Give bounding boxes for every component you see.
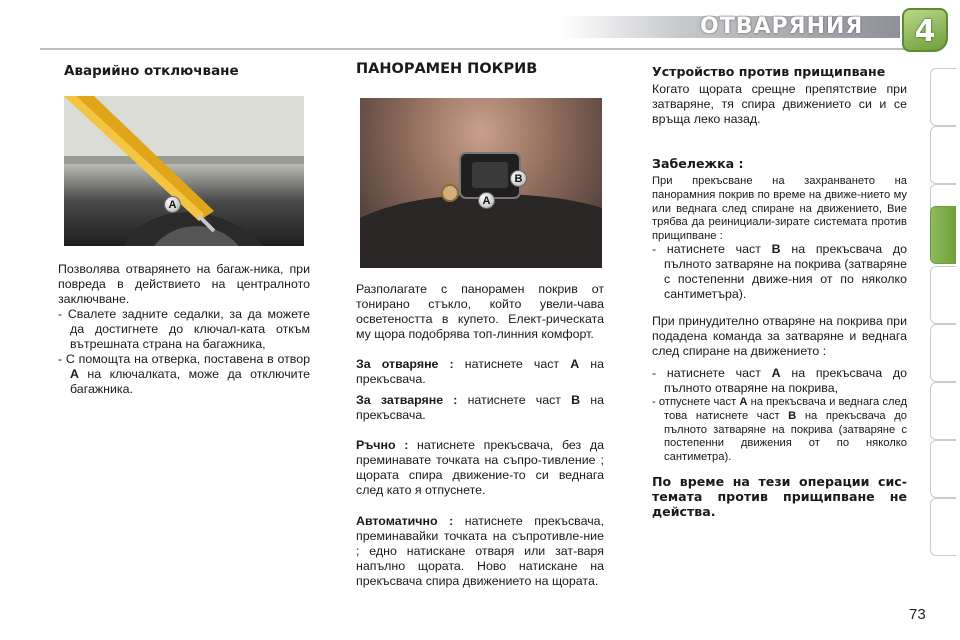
forced-step-2-text-c: на прекъсвача до пълното затваряне на покрива (затваряне с постепенни движения от по няколко сантиметра). <box>664 409 907 464</box>
photo-label-b: B <box>510 170 527 187</box>
roof-close-instruction <box>356 393 604 423</box>
open-text-b: на прекъсвача. <box>356 357 604 386</box>
close-text-a: натиснете част <box>457 393 572 407</box>
reinit-step <box>652 242 907 302</box>
forced-step-1-part: A <box>771 366 781 380</box>
note-heading: Забележка : <box>652 156 744 171</box>
emergency-unlock-text <box>58 262 310 397</box>
forced-step-1-text-a: - натиснете част <box>652 366 772 380</box>
panoramic-roof-text <box>356 282 604 589</box>
forced-open-steps <box>652 366 907 465</box>
step-2-part: A <box>70 367 79 381</box>
chapter-tab-7[interactable] <box>930 382 956 440</box>
reinit-step-b <box>652 242 907 302</box>
reinit-text-a: - натиснете част <box>652 242 772 256</box>
chapter-badge <box>902 8 948 52</box>
forced-step-1 <box>652 366 907 396</box>
photo-label-a: A <box>164 196 181 213</box>
reinit-part-b: B <box>771 242 781 256</box>
roof-manual-mode <box>356 438 604 498</box>
page-number: 73 <box>909 606 926 623</box>
forced-step-2-part-a: A <box>739 396 748 408</box>
open-label: За отваряне : <box>356 357 454 371</box>
anti-pinch-warning: По време на тези операции сис-темата против прищипване не действа. <box>652 474 907 519</box>
step-2-text-b: на ключалката, може да отключите багажника. <box>70 367 310 396</box>
anti-pinch-intro: Когато щората срещне препятствие при затваряне, тя спира движението си и се връща леко назад. <box>652 82 907 126</box>
step-2-text-a: - С помощта на отверка, поставена в отвор <box>58 352 310 366</box>
reinit-text-b: на прекъсвача до пълното затваряне на покрива (затваряне с постепенни движе-ния от по няколко сантиметъра). <box>664 242 907 301</box>
emergency-unlock-heading: Аварийно отключване <box>64 63 239 79</box>
roof-auto-mode <box>356 514 604 589</box>
open-part: A <box>570 357 580 371</box>
roof-switch-photo <box>360 98 602 268</box>
panoramic-roof-heading: ПАНОРАМЕН ПОКРИВ <box>356 61 538 77</box>
page-header <box>0 0 960 52</box>
open-text-a: натиснете част <box>453 357 571 371</box>
emergency-intro: Позволява отварянето на багаж-ника, при повреда в действието на централното заключване. <box>58 262 310 306</box>
close-label: За затваряне : <box>356 393 458 407</box>
forced-open-text: При принудително отваряне на покрива при подадена команда за затваряне и веднага след спиране на движението : <box>652 314 907 358</box>
header-divider <box>40 48 920 50</box>
anti-pinch-heading: Устройство против прищипване <box>652 64 886 79</box>
close-text-b: на прекъсвача. <box>356 393 604 422</box>
roof-switch-illustration <box>360 98 602 268</box>
photo-label-a: A <box>478 192 495 209</box>
chapter-number: 4 <box>914 14 936 49</box>
forced-step-2-text-a: - отпуснете част <box>652 396 740 408</box>
roof-open-instruction <box>356 357 604 387</box>
manual-label: Ръчно : <box>356 438 409 452</box>
emergency-step-1: - Свалете задните седалки, за да можете да достигнете до ключал-ката откъм вътрешната страна на багажника, <box>58 307 310 351</box>
screwdriver-lock-photo <box>64 96 304 246</box>
close-part: B <box>571 393 581 407</box>
chapter-tab-5[interactable] <box>930 266 956 324</box>
auto-label: Автоматично : <box>356 514 454 528</box>
forced-step-2-part-b: B <box>788 409 797 422</box>
emergency-step-2 <box>58 352 310 397</box>
chapter-tab-8[interactable] <box>930 440 956 498</box>
forced-step-2 <box>652 396 907 465</box>
roof-intro: Разполагате с панорамен покрив от тонирано стъкло, който увели-чава осветеността в купето. Елект-рическата му щора подобрява топ-линния комфорт. <box>356 282 604 341</box>
note-text: При прекъсване на захранването на панорамния покрив по време на движе-нието му или веднага след спиране на движението, Вие трябва да реинициали-зирате системата против прищипване : <box>652 175 907 243</box>
chapter-tab-4-active[interactable] <box>930 206 956 264</box>
screwdriver-illustration <box>64 96 304 246</box>
chapter-title: ОТВАРЯНИЯ <box>700 14 864 39</box>
manual-text: натиснете прекъсвача, без да преминавате точката на съпро-тивление ; щората спира движение-то си веднага след като я отпуснете. <box>356 438 604 497</box>
chapter-tab-9[interactable] <box>930 498 956 556</box>
chapter-tab-6[interactable] <box>930 324 956 382</box>
chapter-tab-1[interactable] <box>930 68 956 126</box>
forced-step-1-text-b: на прекъсвача до пълното отваряне на покрива, <box>664 366 907 395</box>
auto-text: натиснете прекъсвача, преминавайки точката на съпротивле-ние ; едно натискане отваря или зат-варя напълно щората. Ново натискане на прекъсвача спира движението на щората. <box>356 514 605 588</box>
forced-step-2-text-b: на прекъсвача и веднага след това натиснете част <box>664 396 907 422</box>
chapter-tab-2[interactable] <box>930 126 956 184</box>
